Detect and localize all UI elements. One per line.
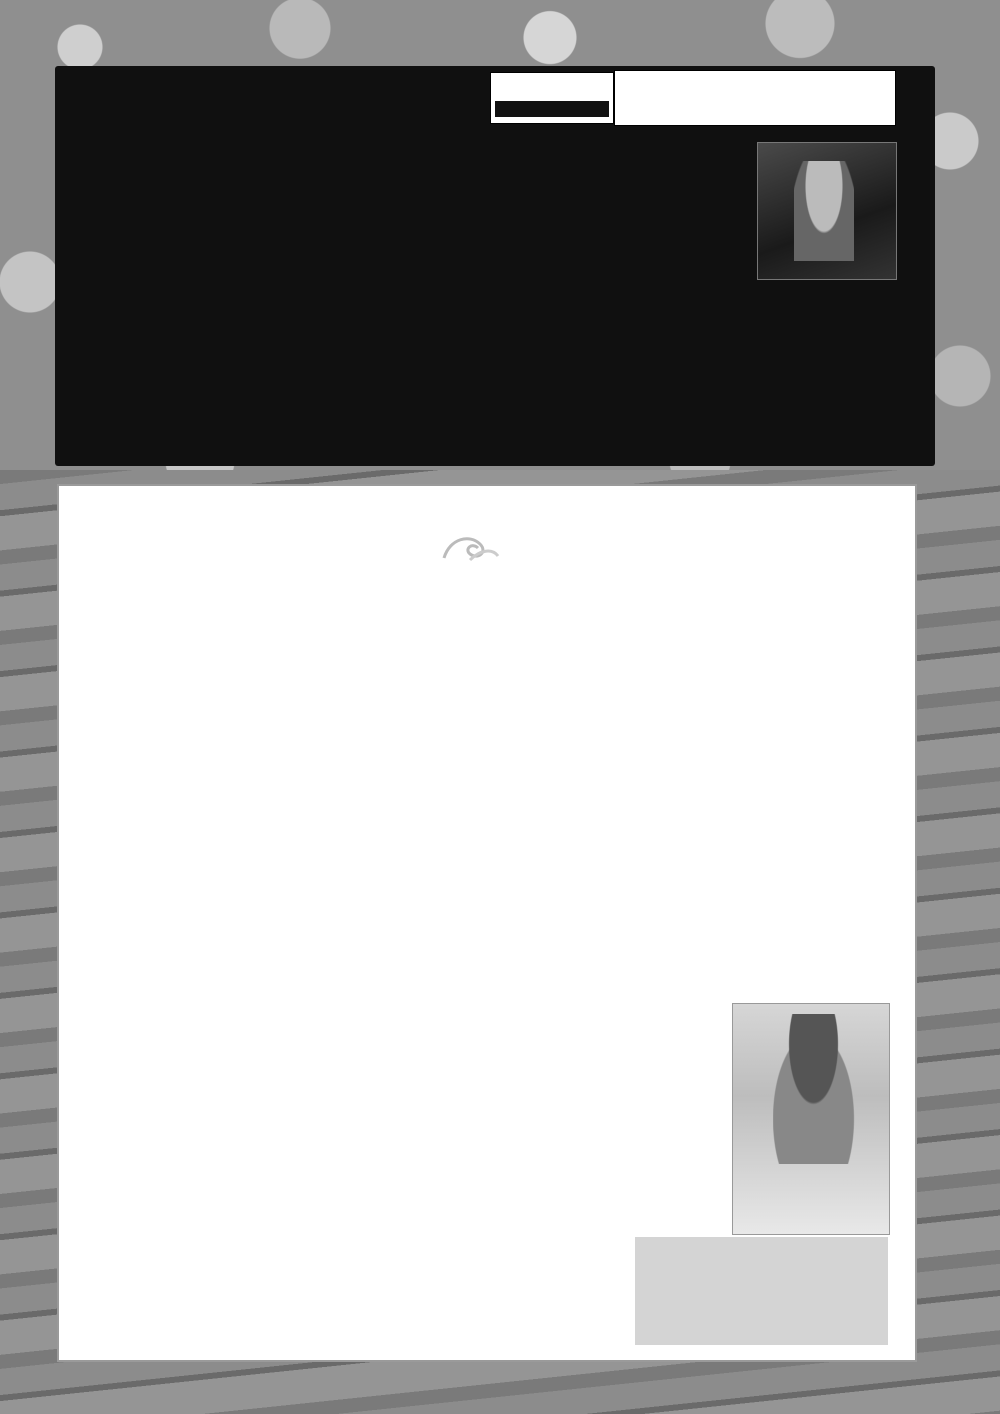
manga-cover-image	[732, 1003, 890, 1235]
author-url-link[interactable]	[495, 101, 609, 117]
music-column-title	[66, 78, 476, 144]
music-column-body	[88, 148, 718, 448]
author-note	[614, 70, 896, 126]
album-cover-image	[757, 142, 897, 280]
writer-profile	[635, 1237, 888, 1345]
swirl-ornament-icon	[440, 530, 500, 564]
album-cover-figure	[794, 161, 854, 261]
author-card	[490, 72, 614, 124]
manga-cover-figure	[773, 1014, 863, 1164]
